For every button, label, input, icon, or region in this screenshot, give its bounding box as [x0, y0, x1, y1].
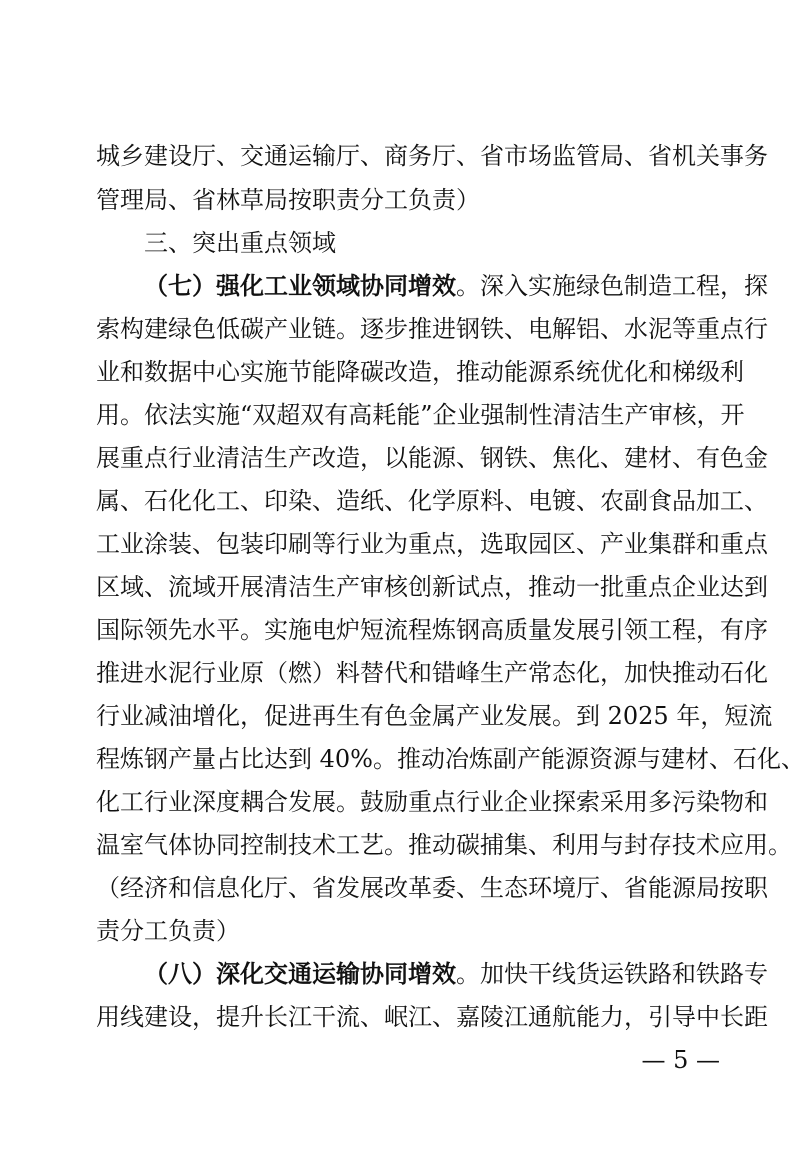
body-text-line: （经济和信息化厅、省发展改革委、生态环境厅、省能源局按职	[96, 874, 768, 902]
body-text-line: 管理局、省林草局按职责分工负责）	[96, 186, 480, 214]
body-text-line: 展重点行业清洁生产改造，以能源、钢铁、焦化、建材、有色金	[96, 444, 768, 472]
body-text-line: 工业涂装、包装印刷等行业为重点，选取园区、产业集群和重点	[96, 530, 768, 558]
body-text-line: 国际领先水平。实施电炉短流程炼钢高质量发展引领工程，有序	[96, 616, 768, 644]
body-text-line: 推进水泥行业原（燃）料替代和错峰生产常态化，加快推动石化	[96, 659, 768, 687]
body-text-line: 程炼钢产量占比达到 40%。推动冶炼副产能源资源与建材、石化、	[96, 745, 805, 773]
section-heading: 三、突出重点领域	[144, 229, 336, 257]
paragraph-first-line	[144, 954, 768, 994]
body-text-line: 化工行业深度耦合发展。鼓励重点行业企业探索采用多污染物和	[96, 788, 768, 816]
body-text-line: 用。依法实施“双超双有高耗能”企业强制性清洁生产审核，开	[96, 401, 745, 429]
body-text: 。深入实施绿色制造工程，探	[456, 272, 768, 300]
body-text-line: 业和数据中心实施节能降碳改造，推动能源系统优化和梯级利	[96, 358, 744, 386]
subsection-heading: （八）深化交通运输协同增效	[144, 960, 456, 988]
body-text-line: 城乡建设厅、交通运输厅、商务厅、省市场监管局、省机关事务	[96, 142, 768, 170]
body-text-line: 行业减油增化，促进再生有色金属产业发展。到 2025 年，短流	[96, 702, 773, 730]
body-text-line: 索构建绿色低碳产业链。逐步推进钢铁、电解铝、水泥等重点行	[96, 315, 768, 343]
body-text-line: 温室气体协同控制技术工艺。推动碳捕集、利用与封存技术应用。	[96, 831, 792, 859]
body-text-line: 用线建设，提升长江干流、岷江、嘉陵江通航能力，引导中长距	[96, 1003, 768, 1031]
page-number: — 5 —	[641, 1046, 720, 1074]
body-text-line: 属、石化化工、印染、造纸、化学原料、电镀、农副食品加工、	[96, 487, 768, 515]
body-text: 。加快干线货运铁路和铁路专	[456, 960, 768, 988]
subsection-heading: （七）强化工业领域协同增效	[144, 272, 456, 300]
body-text-line: 区域、流域开展清洁生产审核创新试点，推动一批重点企业达到	[96, 573, 768, 601]
body-text-line: 责分工负责）	[96, 917, 240, 945]
paragraph-first-line	[144, 266, 768, 306]
